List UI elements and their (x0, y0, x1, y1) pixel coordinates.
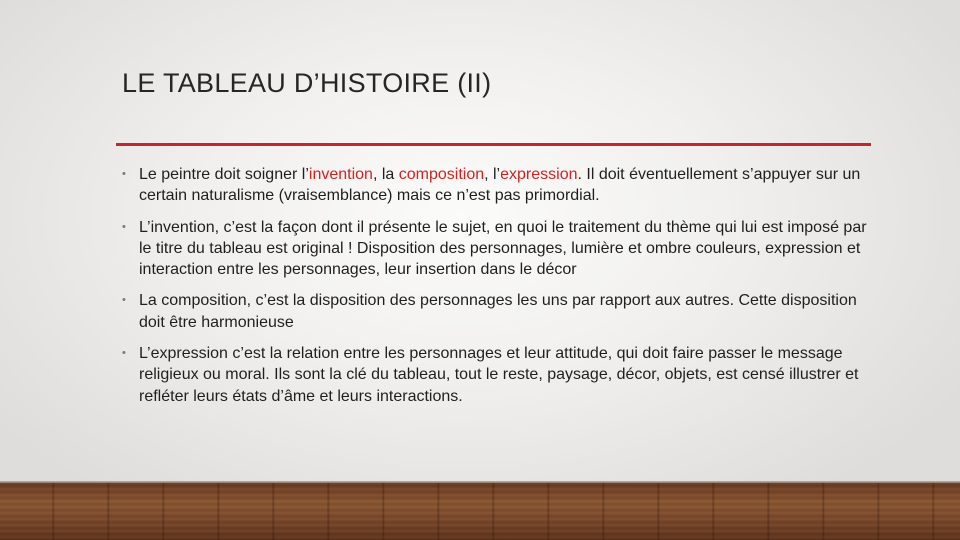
bullet-text: , la (372, 166, 399, 183)
bullet-text: Le peintre doit soigner l’ (139, 166, 309, 183)
bullet-text: , l’ (484, 166, 501, 183)
bullet-item (122, 164, 874, 207)
bullet-item (122, 217, 874, 281)
highlighted-term: composition (398, 166, 485, 183)
bullet-item (122, 343, 874, 407)
highlighted-term: invention (308, 166, 373, 183)
bullet-list (122, 164, 874, 417)
bullet-text: La composition, c’est la disposition des personnages les uns par rapport aux autres. Cette disposition doit être harmonieuse (139, 292, 857, 331)
bullet-dot: • (122, 347, 126, 360)
bullet-text: . Il doit éventuellement s’appuyer sur un certain naturalisme (vraisemblance) mais ce n’est pas primordial. (139, 166, 861, 205)
slide-title: LE TABLEAU D’HISTOIRE (II) (122, 68, 492, 98)
wood-floor-decoration (0, 483, 960, 540)
bullet-dot: • (122, 294, 126, 307)
bullet-dot: • (122, 220, 126, 233)
title-divider (116, 143, 871, 146)
bullet-dot: • (122, 168, 126, 180)
highlighted-term: expression (500, 166, 578, 183)
bullet-text: L’invention, c’est la façon dont il présente le sujet, en quoi le traitement du thème qui lui est imposé par le titre du tableau est original ! Disposition des personnages, lumière et ombre couleurs, expression et interaction entre les personnages, leur insertion dans le décor (139, 218, 867, 279)
bullet-item (122, 290, 874, 333)
bullet-text: L’expression c’est la relation entre les personnages et leur attitude, qui doit faire passer le message religieux ou moral. Ils sont la clé du tableau, tout le reste, paysage, décor, objets, est censé illustrer et refléter leurs états d’âme et leurs interactions. (139, 345, 859, 405)
